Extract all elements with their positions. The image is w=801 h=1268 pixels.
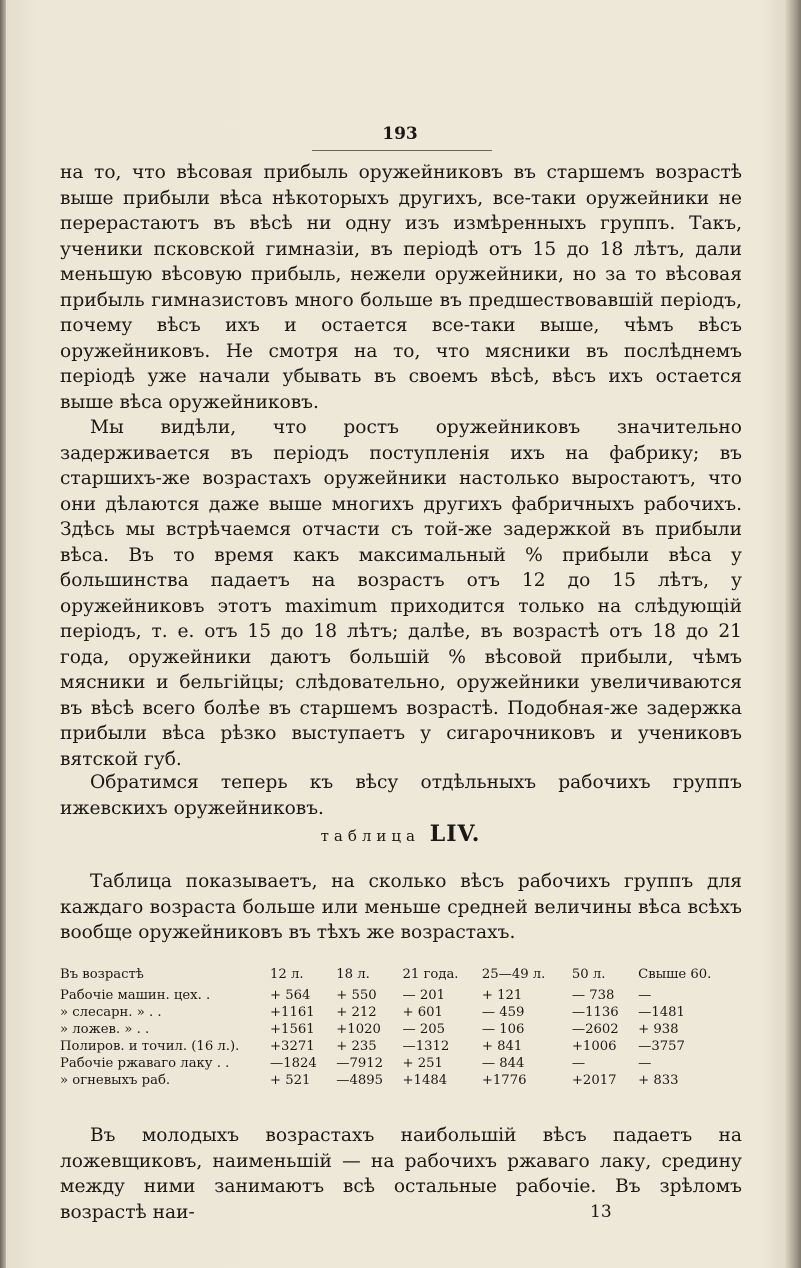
table-cell: — 205 (402, 1022, 446, 1037)
table-cell: + 235 (336, 1039, 377, 1054)
paragraph-2: Мы видѣли, что ростъ оружейниковъ значительно задерживается въ періодъ поступленія ихъ на фабрику; въ старшихъ-же возрастахъ оружейники настолько выростаютъ, что они дѣлаются даже выше многихъ другихъ фабричныхъ рабочихъ. Здѣсь мы встрѣчаемся отчасти съ той-же задержкой въ прибыли вѣса. Въ то время какъ максимальный % прибыли вѣса у большинства падаетъ на возрастъ отъ 12 до 15 лѣтъ, у оружейниковъ этотъ maximum приходится только на слѣдующій періодъ, т. е. отъ 15 до 18 лѣтъ; далѣе, въ возрастѣ отъ 18 до 21 года, оружейники даютъ большій % вѣсовой прибыли, чѣмъ мясники и бельгійцы; слѣдовательно, оружейники увеличиваются въ вѣсѣ всего болѣе въ старшемъ возрастѣ. Подобная-же задержка прибыли вѣса рѣзко выступаетъ у сигарочниковъ и учениковъ вятской губ. (60, 417, 742, 770)
table-cell: —1312 (402, 1039, 450, 1054)
header-18: 18 л. (336, 967, 370, 982)
table-cell: +1561 (270, 1022, 315, 1037)
table-title (0, 821, 801, 847)
table-cell: — 459 (481, 1005, 525, 1020)
table-row (60, 1038, 742, 1055)
paragraph-4: Таблица показываетъ, на сколько вѣсъ рабочихъ группъ для каждаго возраста больше или меньше средней величины вѣса всѣхъ вообще оружейниковъ въ тѣхъ же возрастахъ. (60, 871, 742, 943)
table-cell: — 738 (571, 988, 615, 1003)
header-25-49: 25—49 л. (481, 967, 546, 982)
table-cell: +1161 (270, 1005, 315, 1020)
table-cell: +3271 (270, 1039, 315, 1054)
header-50: 50 л. (571, 967, 606, 982)
page-binding-edge (0, 0, 6, 1268)
table-cell: + 938 (638, 1022, 679, 1037)
row-label: Рабочіе ржаваго лаку . . (60, 1056, 230, 1071)
table-cell: + 121 (481, 988, 523, 1003)
table-row (60, 1004, 742, 1021)
table-cell: + 251 (402, 1056, 443, 1071)
table-cell: + 841 (481, 1039, 523, 1054)
table-cell: +1776 (481, 1073, 527, 1088)
table-cell: —1481 (638, 1005, 685, 1020)
table-cell: +1020 (336, 1022, 381, 1037)
table-cell: +1484 (402, 1073, 448, 1088)
row-label: » огневыхъ раб. (60, 1073, 171, 1088)
table-cell: — (638, 988, 652, 1003)
signature-mark: 13 (590, 1202, 612, 1222)
header-21: 21 года. (402, 967, 459, 982)
weight-table (60, 966, 742, 1089)
table-header-row (60, 966, 742, 987)
table-cell: + 833 (638, 1073, 679, 1088)
table-row (60, 1072, 742, 1089)
table-cell: —7912 (336, 1056, 383, 1071)
page-number: 193 (382, 124, 418, 144)
table-row (60, 1021, 742, 1038)
paragraph-1: на то, что вѣсовая прибыль оружейниковъ въ старшемъ возрастѣ выше прибыли вѣса нѣкоторыхъ другихъ, все-таки оружейники не перерастаютъ въ вѣсѣ ни одну изъ измѣренныхъ группъ. Такъ, ученики псковской гимназіи, въ періодѣ отъ 15 до 18 лѣтъ, дали меньшую вѣсовую прибыль, нежели оружейники, но за то вѣсовая прибыль гимназистовъ много больше въ предшествовавшій періодъ, почему вѣсъ ихъ и остается все-таки выше, чѣмъ вѣсъ оружейниковъ. Не смотря на то, что мясники въ послѣднемъ періодѣ уже начали убывать въ своемъ вѣсѣ, вѣсъ ихъ остается выше вѣса оружейниковъ. (60, 162, 742, 413)
table-cell: —1136 (571, 1005, 619, 1020)
paragraph-5: Въ молодыхъ возрастахъ наибольшій вѣсъ падаетъ на ложевщиковъ, наименьшій — на рабочихъ ржаваго лаку, средину между ними занимаютъ всѣ остальные рабочіе. Въ зрѣломъ возрастѣ наи- (60, 1125, 742, 1223)
table-cell: +1006 (571, 1039, 617, 1054)
page-fore-edge (785, 0, 801, 1268)
table-cell: —1824 (270, 1056, 317, 1071)
header-12: 12 л. (270, 967, 304, 982)
row-label: Полиров. и точил. (16 л.). (60, 1039, 240, 1054)
table-cell: + 550 (336, 988, 377, 1003)
header-rule (312, 150, 492, 151)
row-label: Рабочіе машин. цех. . (60, 988, 211, 1003)
table-row (60, 987, 742, 1004)
table-cell: — (638, 1056, 652, 1071)
table-cell: + 564 (270, 988, 311, 1003)
table-cell: —4895 (336, 1073, 383, 1088)
table-cell: + 212 (336, 1005, 377, 1020)
table-cell: — 844 (481, 1056, 525, 1071)
row-label: » ложев. » . . (60, 1022, 150, 1037)
table-cell: —2602 (571, 1022, 619, 1037)
table-title-word: таблица (320, 827, 420, 845)
header-60: Свыше 60. (638, 967, 712, 982)
table-cell: — (571, 1056, 586, 1071)
table-cell: +2017 (571, 1073, 617, 1088)
paragraph-3: Обратимся теперь къ вѣсу отдѣльныхъ рабочихъ группъ ижевскихъ оружейниковъ. (60, 772, 742, 819)
header-age: Въ возрастѣ (60, 967, 144, 982)
row-label: » слесарн. » . . (60, 1005, 162, 1020)
table-row (60, 1055, 742, 1072)
table-title-number: LIV. (429, 821, 481, 847)
table-cell: — 106 (481, 1022, 525, 1037)
table-cell: — 201 (402, 988, 446, 1003)
table-cell: —3757 (638, 1039, 685, 1054)
table-cell: + 521 (270, 1073, 311, 1088)
table-cell: + 601 (402, 1005, 443, 1020)
